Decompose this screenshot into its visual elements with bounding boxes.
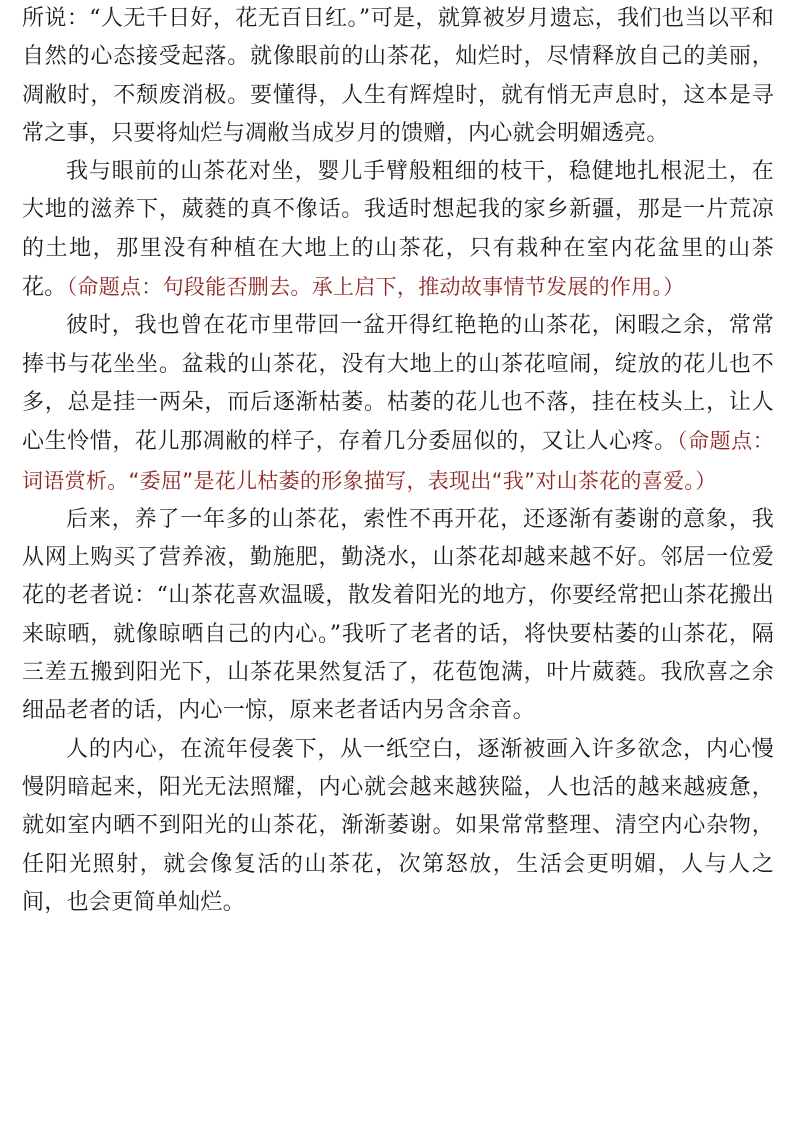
paragraph-1	[22, 0, 774, 153]
paragraph-text: 人的内心，在流年侵袭下，从一纸空白，逐渐被画入许多欲念，内心慢慢阴暗起来，阳光无法照耀，内心就会越来越狭隘，人也活的越来越疲惫，就如室内晒不到阳光的山茶花，渐渐萎谢。如果常常整理、清空内心杂物，任阳光照射，就会像复活的山茶花，次第怒放，生活会更明媚，人与人之间，也会更简单灿烂。	[22, 736, 774, 915]
paragraph-3	[22, 307, 774, 500]
paragraph-text: 彼时，我也曾在花市里带回一盆开得红艳艳的山茶花，闲暇之余，常常捧书与花坐坐。盆栽的山茶花，没有大地上的山茶花喧闹，绽放的花儿也不多，总是挂一两朵，而后逐渐枯萎。枯萎的花儿也不落，挂在枝头上，让人心生怜惜，花儿那凋敝的样子，存着几分委屈似的，又让人心疼。	[22, 313, 774, 455]
paragraph-5	[22, 731, 774, 922]
paragraph-2	[22, 153, 774, 307]
paragraph-4	[22, 501, 774, 731]
annotation-note: （命题点：词语赏析。“委屈”是花儿枯萎的形象描写，表现出“我”对山茶花的喜爱。）	[22, 429, 775, 493]
annotation-note: （命题点：句段能否删去。承上启下，推动故事情节发展的作用。）	[66, 275, 685, 300]
paragraph-text: 后来，养了一年多的山茶花，索性不再开花，还逐渐有萎谢的意象，我从网上购买了营养液，勤施肥，勤浇水，山茶花却越来越不好。邻居一位爱花的老者说：“山茶花喜欢温暖，散发着阳光的地方，你要经常把山茶花搬出来晾晒，就像晾晒自己的内心。”我听了老者的话，将快要枯萎的山茶花，隔三差五搬到阳光下，山茶花果然复活了，花苞饱满，叶片葳蕤。我欣喜之余细品老者的话，内心一惊，原来老者话内另含余音。	[22, 506, 774, 724]
paragraph-text: 我与眼前的山茶花对坐，婴儿手臂般粗细的枝干，稳健地扎根泥土，在大地的滋养下，葳蕤的真不像话。我适时想起我的家乡新疆，那是一片荒凉的土地，那里没有种植在大地上的山茶花，只有栽种在室内花盆里的山茶花。	[22, 159, 774, 301]
article-body	[22, 0, 774, 922]
paragraph-text: 所说：“人无千日好，花无百日红。”可是，就算被岁月遗忘，我们也当以平和自然的心态接受起落。就像眼前的山茶花，灿烂时，尽情释放自己的美丽，凋敝时，不颓废消极。要懂得，人生有辉煌时，就有悄无声息时，这本是寻常之事，只要将灿烂与凋敝当成岁月的馈赠，内心就会明媚透亮。	[22, 6, 774, 146]
